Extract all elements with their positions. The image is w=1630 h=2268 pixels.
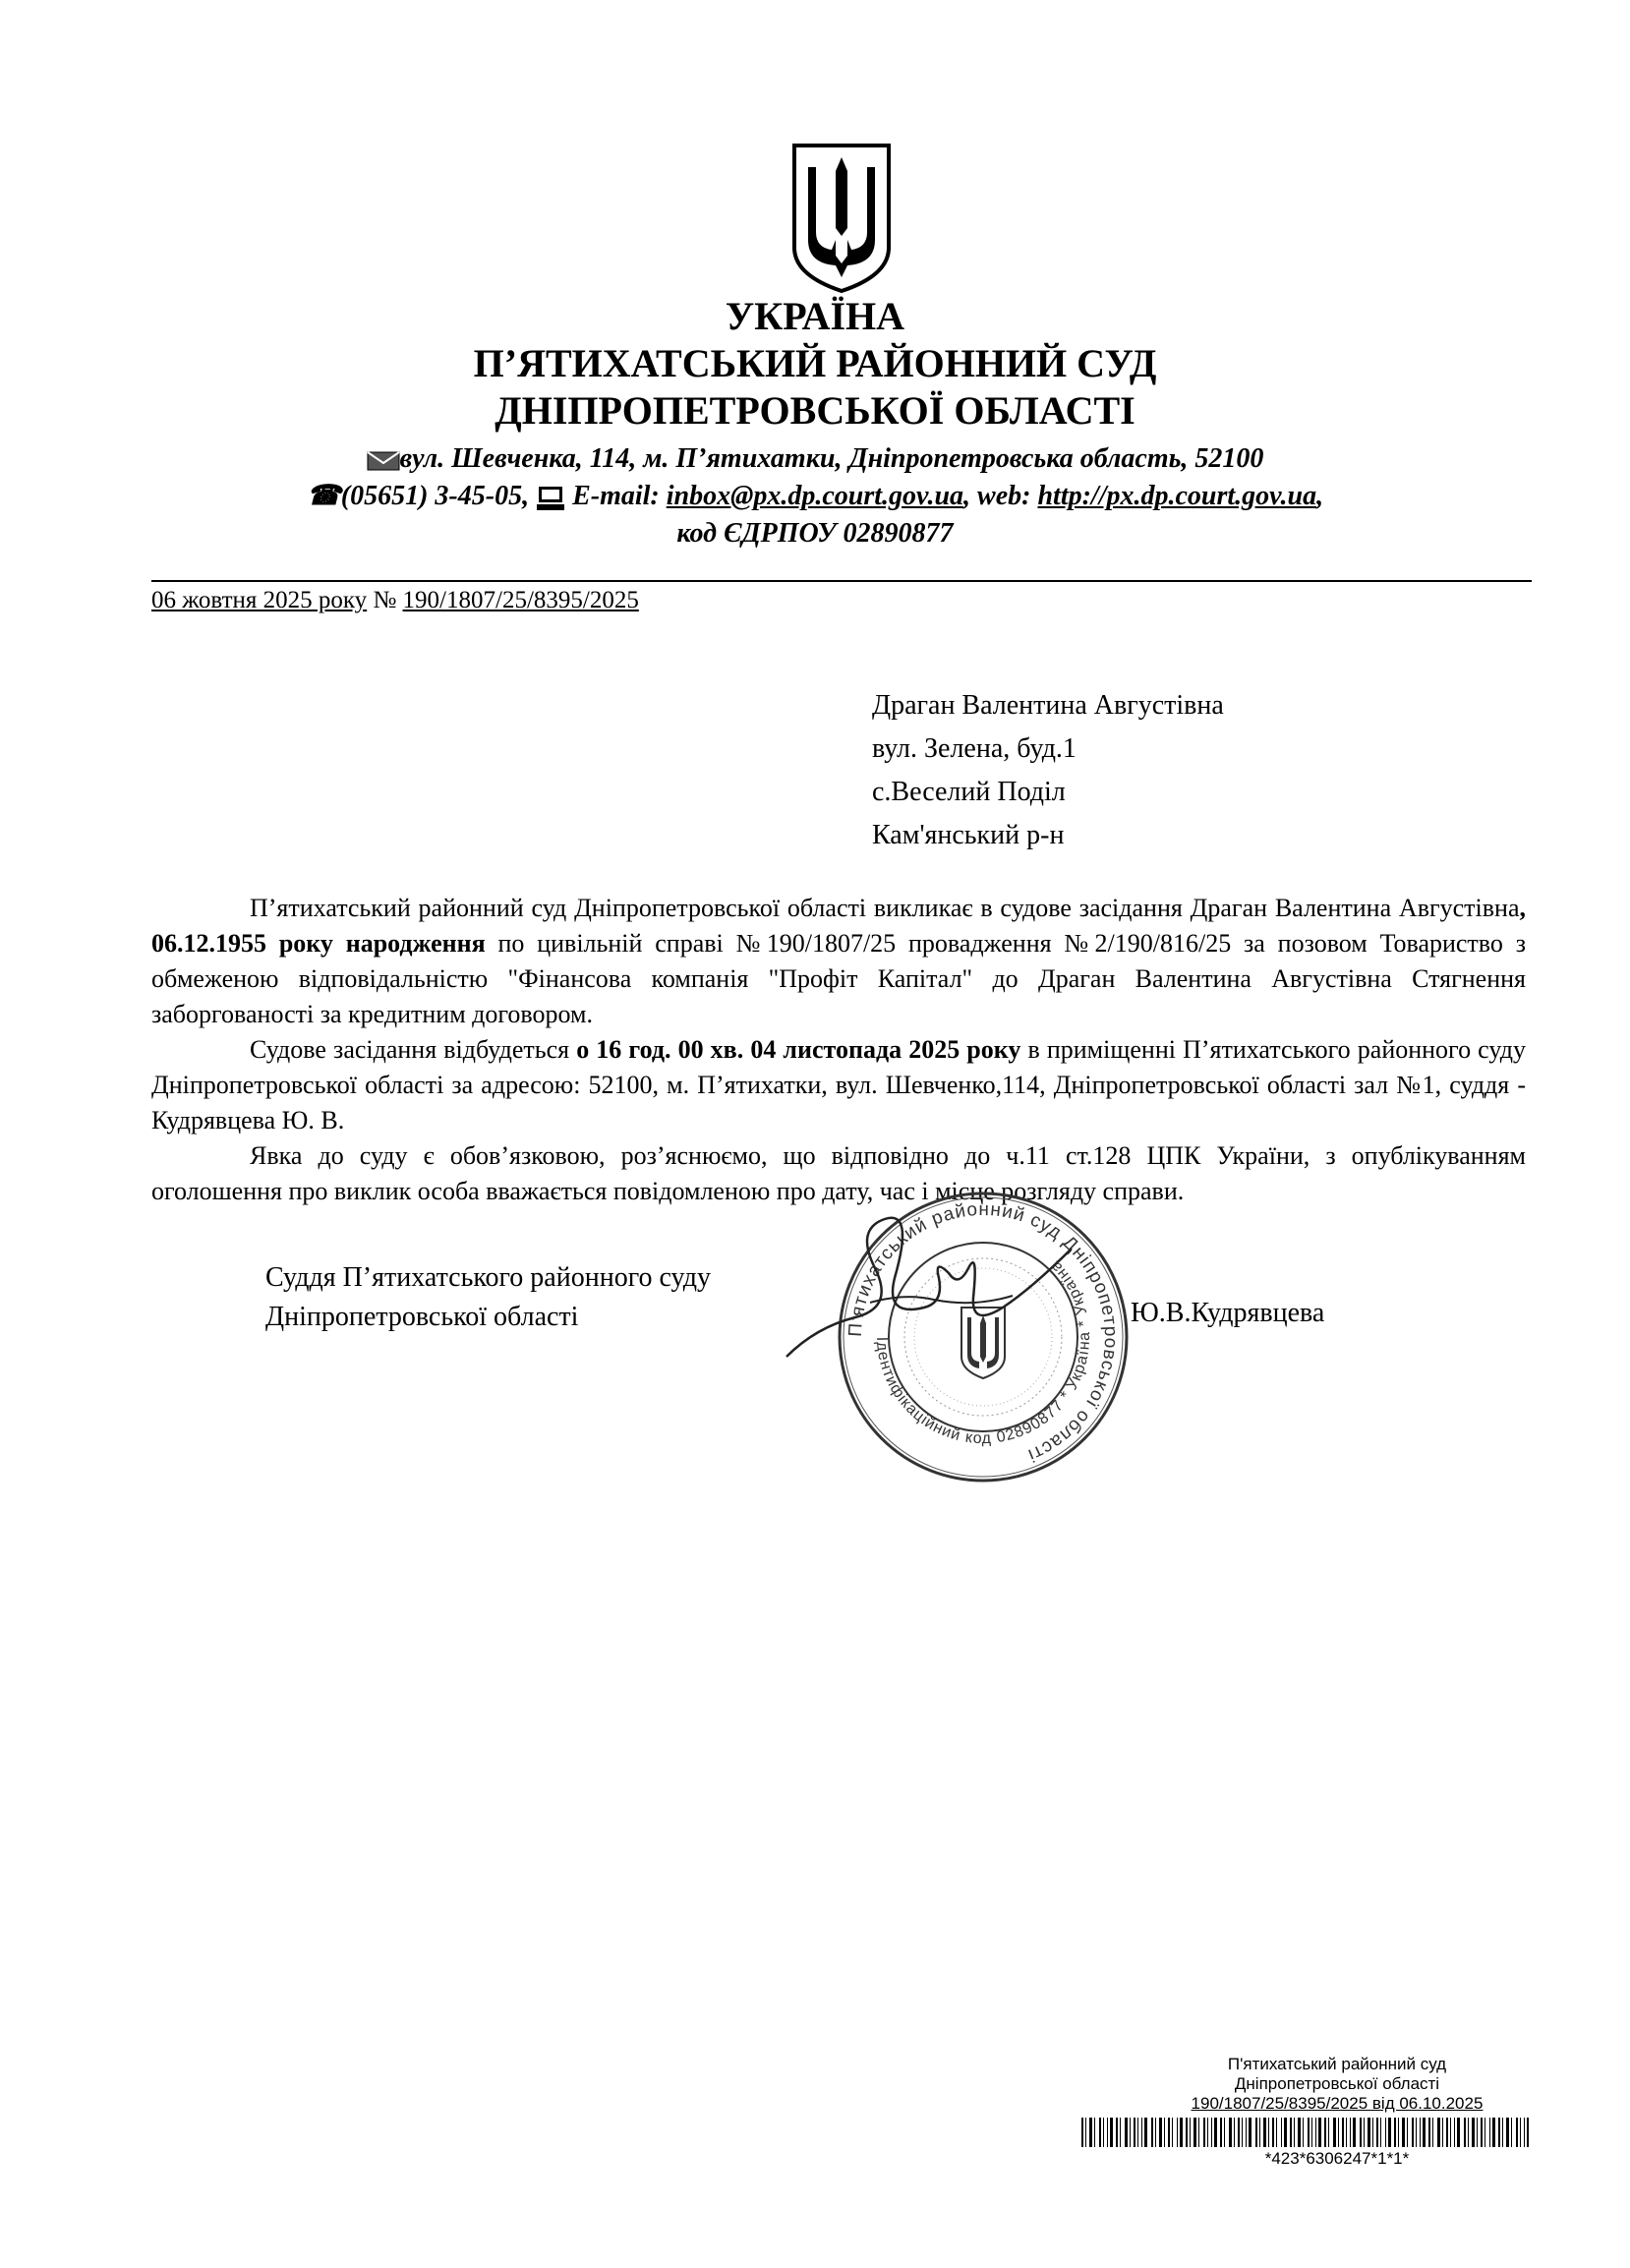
- coat-of-arms-icon: [786, 138, 897, 295]
- judge-title: Суддя П’ятихатського районного суду Дніпропетровської області: [265, 1262, 712, 1332]
- letter-body: [151, 891, 1526, 1209]
- document-number: 190/1807/25/8395/2025: [402, 587, 639, 613]
- paragraph-summons: П’ятихатський районний суд Дніпропетровської області викликає в судове засідання Драган Валентина Августівна, 06.12.1955 року народження по цивільній справі №190/1807/25 провадження №2/190/816/25 за позовом Товариство з обмеженою відповідальністю "Фінансова компанія "Профіт Капітал" до Драган Валентина Августівна Стягнення заборгованості за кредитним договором.: [151, 894, 1526, 1028]
- country-title: УКРАЇНА: [725, 294, 905, 338]
- seal-outer-text: П’ятихатський районний суд Дніпропетровської області: [844, 1198, 1122, 1466]
- address-text: вул. Шевченка, 114, м. П’ятихатки, Дніпропетровська область, 52100: [399, 443, 1264, 474]
- header-divider: [151, 580, 1532, 582]
- court-name-line1: П’ЯТИХАТСЬКИЙ РАЙОННИЙ СУД: [473, 341, 1157, 385]
- paragraph-attendance: Явка до суду є обов’язковою, роз’яснюємо, що відповідно до ч.11 ст.128 ЦПК України, з опублікуванням оголошення про виклик особа вважається повідомленою про дату, час і місце розгляду справи.: [151, 1141, 1526, 1205]
- document-date: 06 жовтня 2025 року: [151, 587, 368, 613]
- phone-text: (05651) 3-45-05,: [340, 481, 530, 511]
- registration-stamp: П'ятихатський районний суд Дніпропетровської області 190/1807/25/8395/2025 від 06.10.2025: [1191, 2055, 1484, 2113]
- recipient-district: Кам'янський р-н: [872, 820, 1065, 850]
- recipient-name: Драган Валентина Августівна: [872, 690, 1224, 721]
- email-link[interactable]: inbox@px.dp.court.gov.ua: [666, 481, 964, 511]
- recipient-village: с.Веселий Поділ: [872, 777, 1066, 807]
- barcode-text: *423*6306247*1*1*: [1264, 2149, 1410, 2168]
- phone-icon: ☎: [306, 481, 341, 511]
- barcode: [1081, 2118, 1529, 2147]
- court-address: [0, 440, 1630, 478]
- web-link[interactable]: http://px.dp.court.gov.ua: [1037, 481, 1317, 511]
- court-name-line2: ДНІПРОПЕТРОВСЬКОЇ ОБЛАСТІ: [495, 388, 1135, 433]
- seal-inner-text: Ідентифікаційний код 02890877 * Україна * Україна: [872, 1256, 1094, 1448]
- recipient-street: вул. Зелена, буд.1: [872, 733, 1077, 764]
- edrpou-code: код ЄДРПОУ 02890877: [676, 518, 954, 549]
- paragraph-hearing: Судове засідання відбудеться о 16 год. 00 хв. 04 листопада 2025 року в приміщенні П’ятихатського районного суду Дніпропетровської області за адресою: 52100, м. П’ятихатки, вул. Шевченко,114, Дніпропетровської області зал №1, суддя - Кудрявцева Ю. В.: [151, 1035, 1526, 1134]
- document-reference: 06 жовтня 2025 року № 190/1807/25/8395/2025: [151, 587, 639, 613]
- court-contacts: ☎(05651) 3-45-05, E-mail: inbox@px.dp.court.gov.ua, web: http://px.dp.court.gov.ua,: [306, 481, 1324, 511]
- envelope-icon: [367, 450, 400, 472]
- computer-icon: [536, 486, 565, 511]
- handwritten-signature: [777, 1209, 1081, 1386]
- judge-name: Ю.В.Кудрявцева: [1131, 1298, 1325, 1328]
